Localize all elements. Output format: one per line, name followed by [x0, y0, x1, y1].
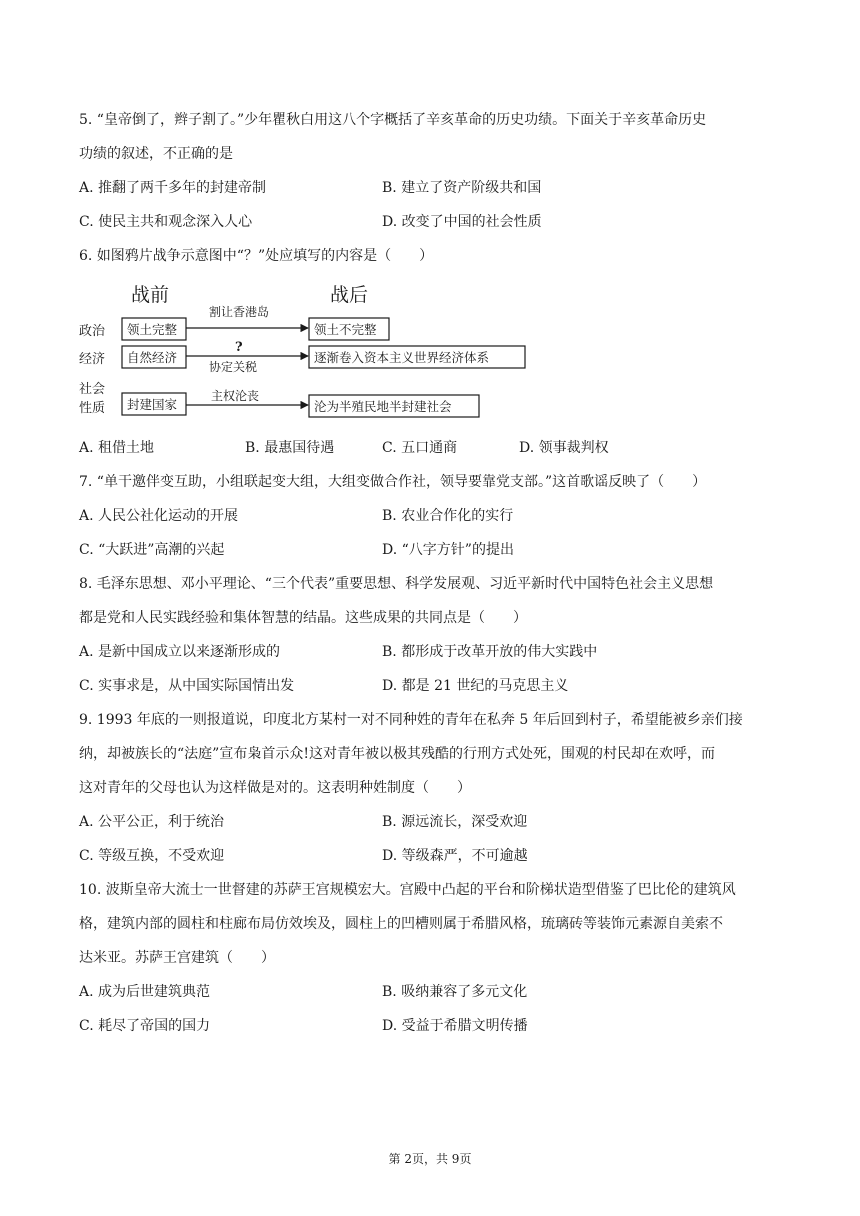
diagram-before-politics: 领土完整: [127, 322, 178, 337]
q8-option-b: B. 都形成于改革开放的伟大实践中: [382, 644, 598, 660]
diagram-arrow-label-economy-unknown: ?: [235, 340, 243, 355]
q9-stem-line1: 9. 1993 年底的一则报道说，印度北方某村一对不同种姓的青年在私奔 5 年后回到村子，希望能被乡亲们接: [79, 712, 743, 728]
q8-option-c: C. 实事求是，从中国实际国情出发: [79, 678, 295, 694]
q6-option-c: C. 五口通商: [382, 440, 458, 456]
diagram-row-label-economy: 经济: [79, 352, 106, 367]
q9-option-d: D. 等级森严，不可逾越: [382, 848, 528, 864]
diagram-before-economy: 自然经济: [127, 350, 178, 365]
q10-option-a: A. 成为后世建筑典范: [79, 984, 211, 1000]
q5-option-d: D. 改变了中国的社会性质: [382, 214, 542, 230]
q7-stem: 7. “单干邀伴变互助，小组联起变大组，大组变做合作社，领导要靠党支部。”这首歌谣反映了（ ）: [79, 474, 707, 490]
q6-option-a: A. 租借土地: [79, 440, 155, 456]
q8-option-d: D. 都是 21 世纪的马克思主义: [382, 678, 569, 694]
q9-option-c: C. 等级互换，不受欢迎: [79, 848, 225, 864]
page-number-footer: 第 2页，共 9页: [388, 1152, 472, 1166]
diagram-row-label-society-2: 性质: [79, 401, 106, 416]
q9-stem-line2: 纳，却被族长的“法庭”宣布枭首示众!这对青年被以极其残酷的行刑方式处死，围观的村民却在欢呼，而: [79, 746, 715, 762]
q6-option-b: B. 最惠国待遇: [245, 440, 335, 456]
q10-stem-line2: 格，建筑内部的圆柱和柱廊布局仿效埃及，圆柱上的凹槽则属于希腊风格，琉璃砖等装饰元素源自美索不: [79, 916, 723, 932]
diagram-arrow-sublabel-economy: 协定关税: [209, 360, 258, 374]
diagram-arrow-label-politics: 割让香港岛: [209, 305, 270, 319]
q6-option-d: D. 领事裁判权: [519, 440, 609, 456]
q7-option-c: C. “大跃进”高潮的兴起: [79, 542, 225, 558]
q8-option-a: A. 是新中国成立以来逐渐形成的: [79, 644, 281, 660]
q7-option-d: D. “八字方针”的提出: [382, 542, 514, 558]
diagram-after-economy: 逐渐卷入资本主义世界经济体系: [314, 350, 490, 365]
diagram-after-society: 沦为半殖民地半封建社会: [314, 399, 452, 414]
q9-option-a: A. 公平公正，利于统治: [79, 814, 225, 830]
q10-option-c: C. 耗尽了帝国的国力: [79, 1018, 211, 1034]
diagram-row-label-politics: 政治: [79, 324, 106, 339]
q5-stem-line1: 5. “皇帝倒了，辫子割了。”少年瞿秋白用这八个字概括了辛亥革命的历史功绩。下面关于辛亥革命历史: [79, 112, 707, 128]
diagram-row-label-society-1: 社会: [79, 382, 106, 397]
q9-stem-line3: 这对青年的父母也认为这样做是对的。这表明种姓制度（ ）: [79, 780, 471, 796]
diagram-header-after: 战后: [330, 284, 369, 306]
diagram-header-before: 战前: [131, 284, 170, 306]
diagram-arrow-label-society: 主权沦丧: [211, 389, 260, 403]
q8-stem-line1: 8. 毛泽东思想、邓小平理论、“三个代表”重要思想、科学发展观、习近平新时代中国特色社会主义思想: [79, 576, 714, 592]
q8-stem-line2: 都是党和人民实践经验和集体智慧的结晶。这些成果的共同点是（ ）: [79, 610, 527, 626]
q5-option-a: A. 推翻了两千多年的封建帝制: [79, 180, 267, 196]
q5-stem-line2: 功绩的叙述，不正确的是: [79, 146, 233, 162]
diagram-after-politics: 领土不完整: [314, 322, 377, 337]
diagram-before-society: 封建国家: [127, 397, 178, 412]
q10-stem-line3: 达米亚。苏萨王宫建筑（ ）: [79, 950, 275, 966]
q5-option-b: B. 建立了资产阶级共和国: [382, 180, 542, 196]
q9-option-b: B. 源远流长，深受欢迎: [382, 814, 528, 830]
q10-option-b: B. 吸纳兼容了多元文化: [382, 984, 528, 1000]
q7-option-a: A. 人民公社化运动的开展: [79, 508, 239, 524]
q10-stem-line1: 10. 波斯皇帝大流士一世督建的苏萨王宫规模宏大。宫殿中凸起的平台和阶梯状造型借鉴了巴比伦的建筑风: [79, 882, 736, 898]
q6-stem: 6. 如图鸦片战争示意图中“？”处应填写的内容是（ ）: [79, 248, 434, 264]
q7-option-b: B. 农业合作化的实行: [382, 508, 514, 524]
opium-war-diagram: [79, 283, 539, 423]
q10-option-d: D. 受益于希腊文明传播: [382, 1018, 528, 1034]
q5-option-c: C. 使民主共和观念深入人心: [79, 214, 253, 230]
